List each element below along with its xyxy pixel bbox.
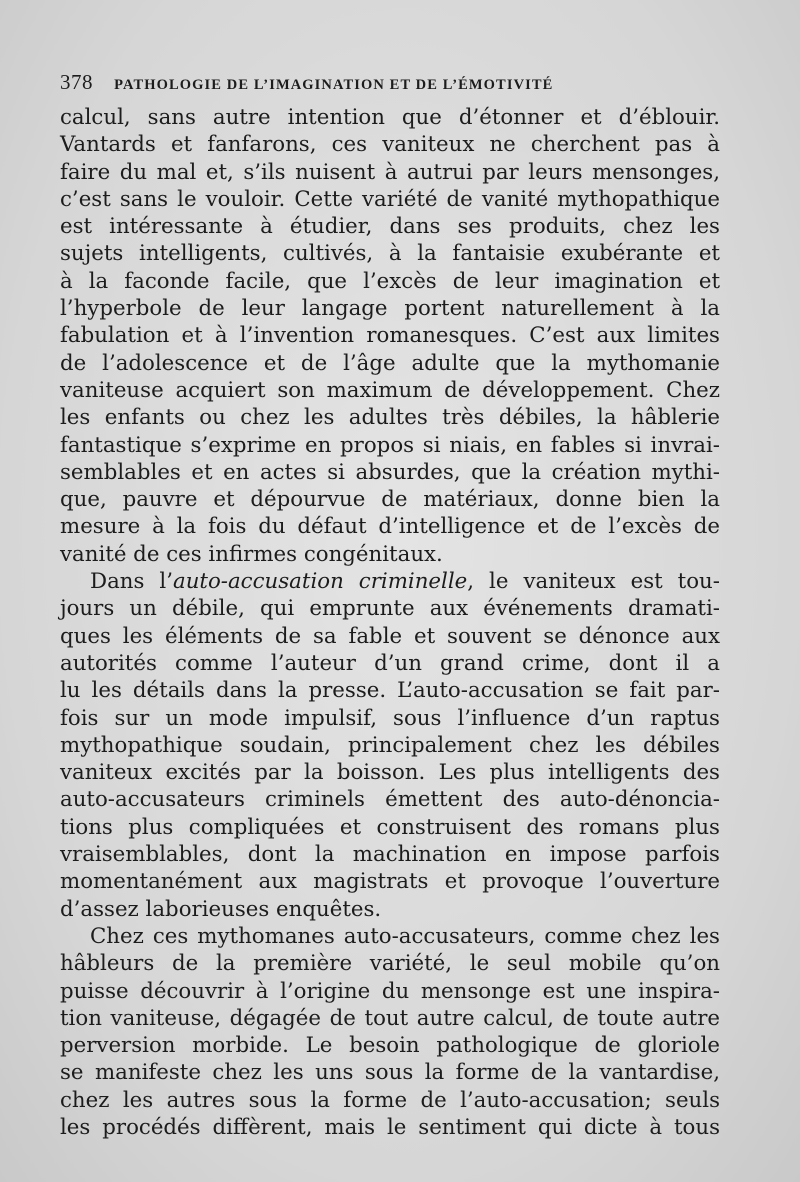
text-line: semblables et en actes si absurdes, que la création mythi- — [60, 459, 720, 485]
text-line: jours un débile, qui emprunte aux événements dramati- — [60, 596, 720, 622]
text-line: les procédés diffèrent, mais le sentiment qui dicte à tous — [60, 1114, 720, 1140]
text-line-first — [60, 568, 720, 595]
text-run: , le vaniteux est tou- — [467, 569, 720, 595]
text-line: vanité de ces infirmes congénitaux. — [60, 541, 443, 567]
text-line: mesure à la fois du défaut d’intelligence et de l’excès de — [60, 514, 720, 540]
text-line: faire du mal et, s’ils nuisent à autrui par leurs mensonges, — [60, 159, 720, 185]
text-line: vaniteuse acquiert son maximum de développement. Chez — [60, 377, 720, 403]
text-line: d’assez laborieuses enquêtes. — [60, 896, 382, 922]
text-line: c’est sans le vouloir. Cette variété de vanité mythopathique — [60, 186, 720, 212]
text-line: se manifeste chez les uns sous la forme de la vantardise, — [60, 1060, 720, 1086]
text-line: fabulation et à l’invention romanesques. C’est aux limites — [60, 323, 720, 349]
text-line: perversion morbide. Le besoin pathologique de gloriole — [60, 1033, 720, 1059]
text-line: calcul, sans autre intention que d’étonner et d’éblouir. — [60, 105, 720, 130]
text-line: sujets intelligents, cultivés, à la fantaisie exubérante et — [60, 241, 720, 267]
running-title: PATHOLOGIE DE L’IMAGINATION ET DE L’ÉMOTIVITÉ — [114, 77, 554, 93]
text-line: ques les éléments de sa fable et souvent se dénonce aux — [60, 623, 720, 649]
text-run: Dans l’ — [90, 569, 173, 595]
text-line: fois sur un mode impulsif, sous l’influence d’un raptus — [60, 705, 720, 731]
text-line: tion vaniteuse, dégagée de tout autre calcul, de toute autre — [60, 1005, 720, 1031]
text-line: puisse découvrir à l’origine du mensonge est une inspira- — [60, 978, 720, 1004]
text-line: tions plus compliquées et construisent des romans plus — [60, 814, 720, 840]
body-text — [60, 104, 720, 1141]
text-line: vraisemblables, dont la machination en impose parfois — [60, 842, 720, 868]
italic-term: auto-accusation criminelle — [173, 569, 468, 595]
text-line: vaniteux excités par la boisson. Les plus intelligents des — [60, 760, 720, 786]
text-line: lu les détails dans la presse. L’auto-accusation se fait par- — [60, 678, 720, 704]
text-line: Chez ces mythomanes auto-accusateurs, comme chez les — [90, 923, 720, 949]
running-head — [60, 70, 740, 100]
text-line: que, pauvre et dépourvue de matériaux, donne bien la — [60, 487, 720, 513]
text-line: fantastique s’exprime en propos si niais, en fables si invrai- — [60, 432, 720, 458]
text-line: Vantards et fanfarons, ces vaniteux ne cherchent pas à — [60, 132, 720, 158]
page-number: 378 — [60, 70, 93, 94]
text-line: hâbleurs de la première variété, le seul mobile qu’on — [60, 951, 720, 977]
text-line: à la faconde facile, que l’excès de leur imagination et — [60, 268, 720, 294]
text-line: mythopathique soudain, principalement chez les débiles — [60, 732, 720, 758]
text-line: momentanément aux magistrats et provoque l’ouverture — [60, 869, 720, 895]
text-line: l’hyperbole de leur langage portent naturellement à la — [60, 296, 720, 322]
text-line: chez les autres sous la forme de l’auto-accusation; seuls — [60, 1087, 720, 1113]
text-line: auto-accusateurs criminels émettent des auto-dénoncia- — [60, 787, 720, 813]
text-line: est intéressante à étudier, dans ses produits, chez les — [60, 214, 720, 240]
text-line: les enfants ou chez les adultes très débiles, la hâblerie — [60, 405, 720, 431]
text-line: de l’adolescence et de l’âge adulte que la mythomanie — [60, 350, 720, 376]
text-line: autorités comme l’auteur d’un grand crime, dont il a — [60, 650, 720, 676]
